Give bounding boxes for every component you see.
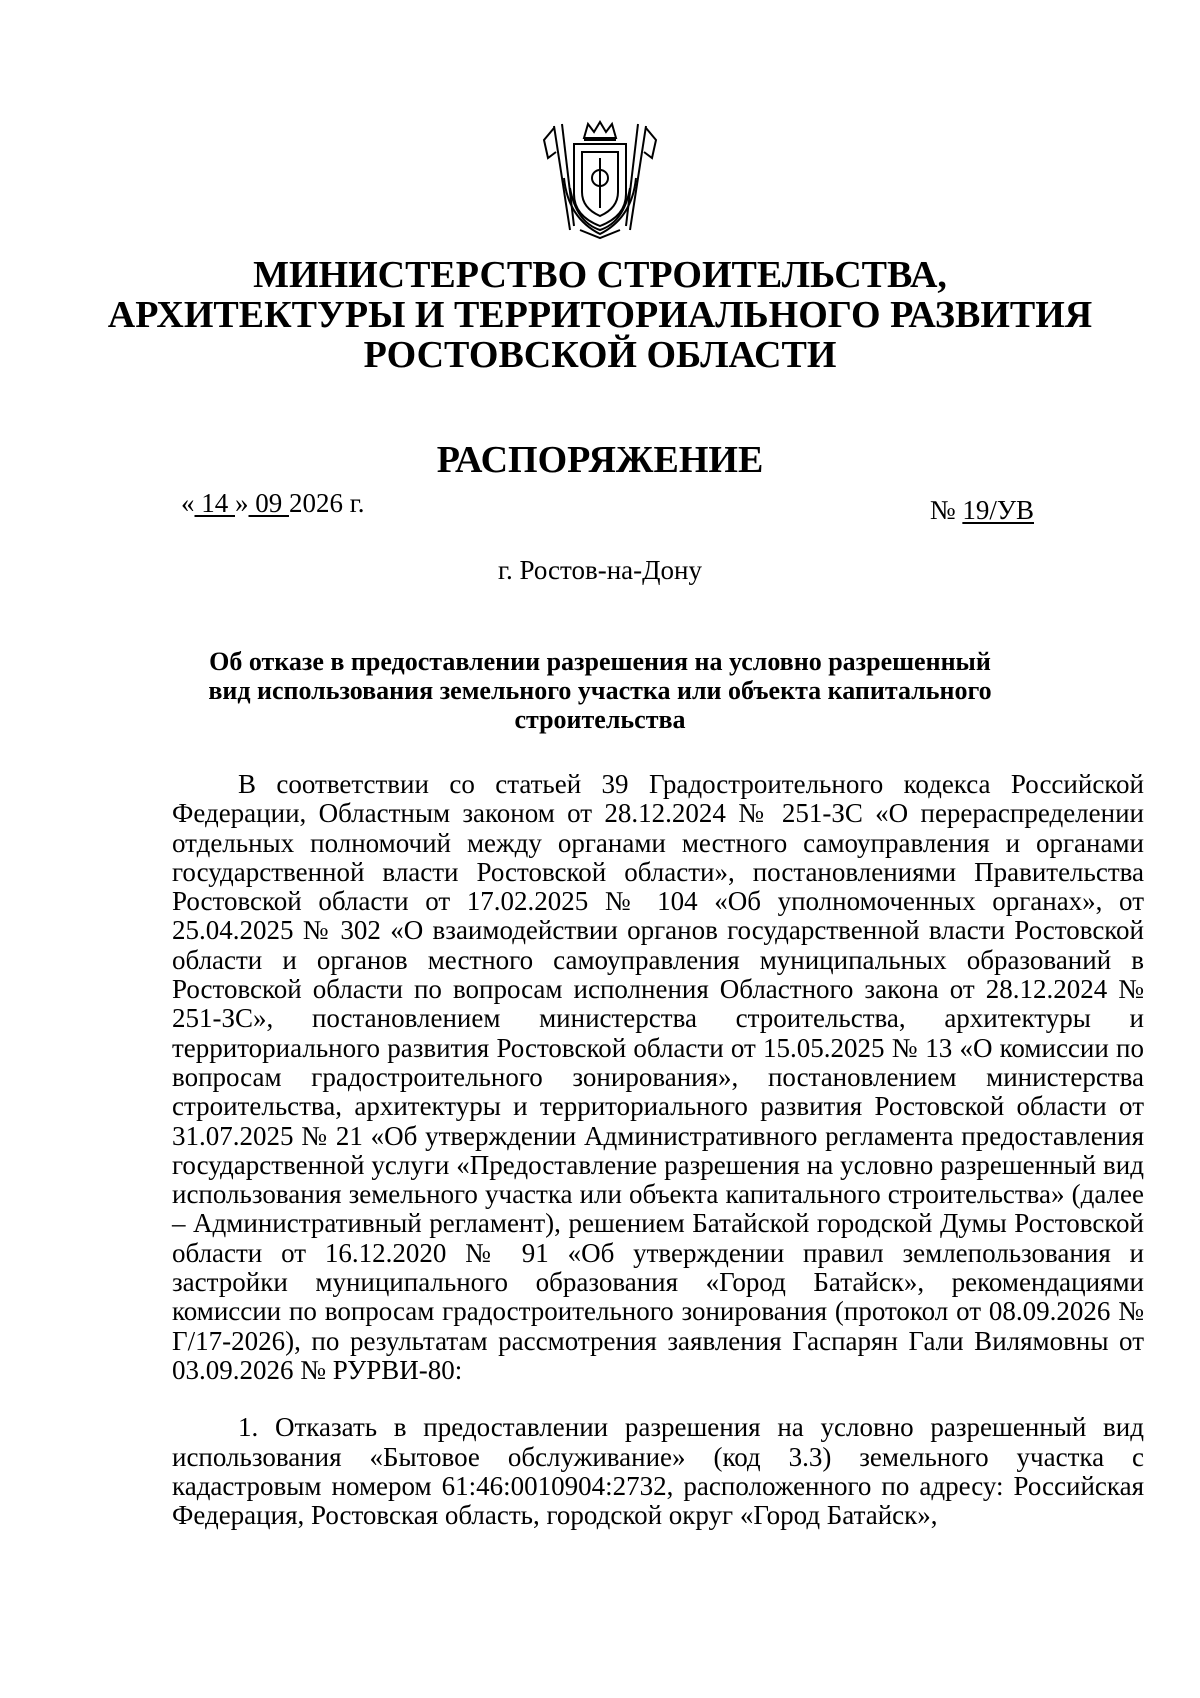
number-value: 19/УВ bbox=[962, 495, 1034, 525]
document-number bbox=[930, 494, 1034, 526]
document-title bbox=[170, 647, 1030, 734]
title-line-2: вид использования земельного участка или объекта капитального bbox=[208, 676, 992, 705]
title-line-1: Об отказе в предоставлении разрешения на условно разрешенный bbox=[209, 647, 991, 676]
ministry-header bbox=[0, 255, 1200, 375]
date-close-quote: » bbox=[235, 488, 249, 518]
date-year: 2026 г. bbox=[289, 488, 365, 518]
item-1-paragraph: 1. Отказать в предоставлении разрешения на условно разрешенный вид использования «Бытовое обслуживание» (код 3.3) земельного участка с кадастровым номером 61:46:0010904:2732, расположенного по адресу: Российская Федерация, Ростовская область, городской округ «Город Батайск», bbox=[172, 1412, 1144, 1531]
document-body bbox=[172, 770, 1144, 1530]
date-day: 14 bbox=[194, 488, 235, 518]
ministry-line-2: АРХИТЕКТУРЫ И ТЕРРИТОРИАЛЬНОГО РАЗВИТИЯ bbox=[107, 294, 1093, 336]
number-prefix: № bbox=[929, 495, 963, 525]
document-date bbox=[181, 487, 365, 519]
date-month: 09 bbox=[248, 488, 289, 518]
title-line-3: строительства bbox=[514, 705, 686, 734]
coat-of-arms-icon bbox=[540, 118, 660, 240]
date-open-quote: « bbox=[181, 488, 195, 518]
preamble-paragraph: В соответствии со статьей 39 Градостроительного кодекса Российской Федерации, Областным законом от 28.12.2024 № 251-ЗС «О перераспределении отдельных полномочий между органами местного самоуправления и органами государственной власти Ростовской области», постановлениями Правительства Ростовской области от 17.02.2025 № 104 «Об уполномоченных органах», от 25.04.2025 № 302 «О взаимодействии органов государственной власти Ростовской области и органов местного самоуправления муниципальных образований в Ростовской области по вопросам исполнения Областного закона от 28.12.2024 № 251-ЗС», постановлением министерства строительства, архитектуры и территориального развития Ростовской области от 15.05.2025 № 13 «О комиссии по вопросам градостроительного зонирования», постановлением министерства строительства, архитектуры и территориального развития Ростовской области от 31.07.2025 № 21 «Об утверждении Административного регламента предоставления государственной услуги «Предоставление разрешения на условно разрешенный вид использования земельного участка или объекта капитального строительства» (далее – Административный регламент), решением Батайской городской Думы Ростовской области от 16.12.2020 № 91 «Об утверждении правил землепользования и застройки муниципального образования «Город Батайск», рекомендациями комиссии по вопросам градостроительного зонирования (протокол от 08.09.2026 № Г/17-2026), по результатам рассмотрения заявления Гаспарян Гали Вилямовны от 03.09.2026 № РУРВИ-80: bbox=[172, 769, 1144, 1385]
ministry-line-1: МИНИСТЕРСТВО СТРОИТЕЛЬСТВА, bbox=[253, 254, 947, 296]
issuing-city: г. Ростов-на-Дону bbox=[497, 555, 702, 585]
ministry-line-3: РОСТОВСКОЙ ОБЛАСТИ bbox=[363, 334, 837, 376]
document-type: РАСПОРЯЖЕНИЕ bbox=[436, 439, 764, 481]
